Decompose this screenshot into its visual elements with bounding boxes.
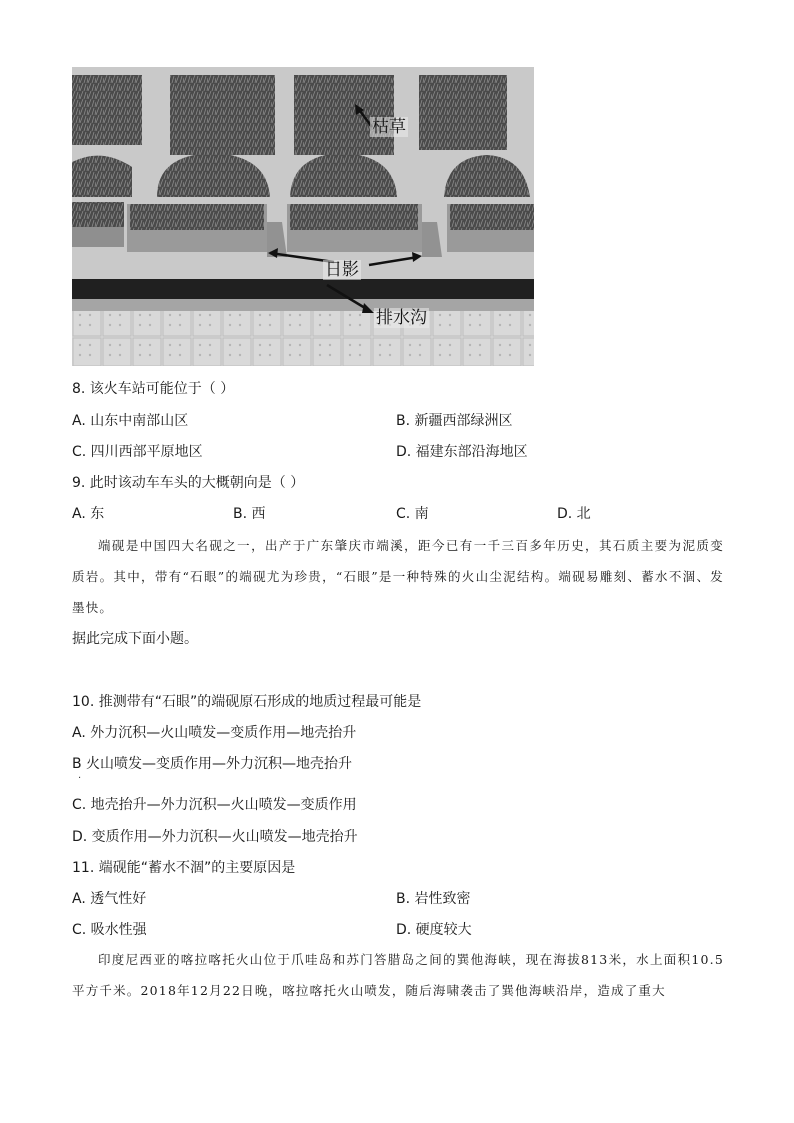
question-8-stem: 8. 该火车站可能位于（ ） (72, 381, 235, 397)
question-11-stem: 11. 端砚能“蓄水不涸”的主要原因是 (72, 860, 296, 876)
question-10-option-a: A. 外力沉积—火山喷发—变质作用—地壳抬升 (72, 725, 357, 741)
question-11-option-a: A. 透气性好 (72, 891, 147, 907)
passage-duan-inkstone: 端砚是中国四大名砚之一，出产于广东肇庆市端溪，距今已有一千三百多年历史，其石质主要为泥质变质岩。其中，带有“石眼”的端砚尤为珍贵，“石眼”是一种特殊的火山尘泥结构。端砚易雕刻、蓄水不涸、发墨快。 (72, 538, 724, 615)
question-9-stem: 9. 此时该动车车头的大概朝向是（ ） (72, 475, 305, 491)
question-11-option-c: C. 吸水性强 (72, 922, 147, 938)
passage-instruction: 据此完成下面小题。 (72, 631, 198, 647)
question-8-option-b: B. 新疆西部绿洲区 (396, 413, 513, 429)
question-8-option-d: D. 福建东部沿海地区 (396, 444, 528, 460)
stray-mark: · (78, 773, 82, 784)
passage-krakatoa: 印度尼西亚的喀拉喀托火山位于爪哇岛和苏门答腊岛之间的巽他海峡，现在海拔813米，水上面积10.5平方千米。2018年12月22日晚，喀拉喀托火山喷发，随后海啸袭击了巽他海峡沿岸，造成了重大 (72, 952, 724, 998)
question-11-option-d: D. 硬度较大 (396, 922, 472, 938)
question-10-stem: 10. 推测带有“石眼”的端砚原石形成的地质过程最可能是 (72, 694, 422, 710)
question-9-option-c: C. 南 (396, 506, 429, 522)
question-8-option-a: A. 山东中南部山区 (72, 413, 189, 429)
question-11-option-b: B. 岩性致密 (396, 891, 471, 907)
question-10-option-d: D. 变质作用—外力沉积—火山喷发—地壳抬升 (72, 829, 358, 845)
question-10-option-c: C. 地壳抬升—外力沉积—火山喷发—变质作用 (72, 797, 357, 813)
question-10-option-b: B 火山喷发—变质作用—外力沉积—地壳抬升 (72, 756, 353, 772)
question-8-option-c: C. 四川西部平原地区 (72, 444, 203, 460)
label-shadow: 日影 (325, 260, 359, 280)
platform-planters-photo (72, 67, 534, 366)
question-9-option-b: B. 西 (233, 506, 266, 522)
question-9-option-a: A. 东 (72, 506, 105, 522)
label-grass: 枯草 (372, 117, 406, 137)
figure-photo (72, 67, 534, 366)
label-ditch: 排水沟 (376, 308, 427, 328)
question-9-option-d: D. 北 (557, 506, 591, 522)
